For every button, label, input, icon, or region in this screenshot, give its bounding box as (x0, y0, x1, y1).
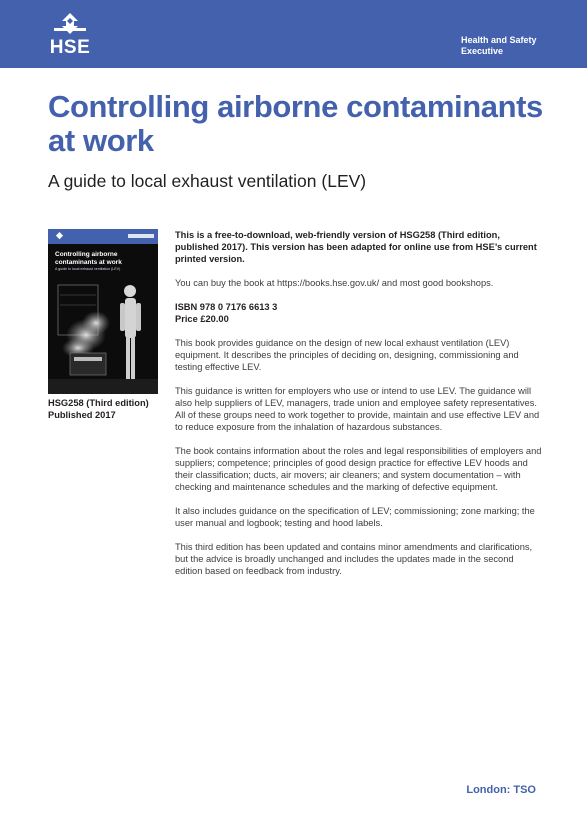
page-subtitle: A guide to local exhaust ventilation (LEV) (48, 171, 367, 191)
cover-caption (48, 397, 158, 421)
isbn-block (175, 301, 543, 325)
isbn-text: ISBN 978 0 7176 6613 3 (175, 302, 278, 312)
cover-logo-icon (55, 232, 64, 241)
header-bar (0, 0, 587, 68)
cover-published: Published 2017 (48, 410, 116, 420)
paragraph-1: This book provides guidance on the design of new local exhaust ventilation (LEV) equipment. It describes the principles of deciding on, designing, commissioning and testing effective LEV. (175, 338, 519, 372)
publisher-footer: London: TSO (466, 784, 536, 796)
paragraph-2: This guidance is written for employers who use or intend to use LEV. The guidance will also help suppliers of LEV, managers, trade union and employee safety representatives. All of these groups need to work together to provide, maintain and use effective LEV and to reduce exposure from the inhalation of hazardous substances. (175, 386, 540, 432)
buy-paragraph: You can buy the book at https://books.hse.gov.uk/ and most good bookshops. (175, 278, 494, 288)
hse-logo (42, 12, 98, 58)
paragraph-3: The book contains information about the roles and legal responsibilities of employers and suppliers; competence; principles of good design practice for effective LEV hoods and their classification; ducts, air movers; air cleaners; and system documentation – with checking and maintenance schedules and the marking of defective equipment. (175, 446, 542, 492)
crown-icon (50, 12, 90, 36)
cover-edition: HSG258 (Third edition) (48, 398, 149, 408)
body-text (175, 229, 543, 589)
book-cover-image (48, 229, 158, 394)
paragraph-5: This third edition has been updated and contains minor amendments and clarifications, but the advice is broadly unchanged and includes the updates made in the second edition based on feedback from industry. (175, 542, 533, 576)
price-text: Price £20.00 (175, 314, 229, 324)
cover-title: Controlling airborne contaminants at work (55, 251, 122, 266)
cover-org-mark (128, 234, 154, 238)
paragraph-4: It also includes guidance on the specification of LEV; commissioning; zone marking; the user manual and logbook; testing and hood labels. (175, 506, 535, 528)
org-name: Health and Safety Executive (461, 35, 537, 56)
cover-illustration (48, 273, 158, 394)
page-title: Controlling airborne contaminants at work (48, 89, 543, 158)
cover-subtitle: A guide to local exhaust ventilation (LEV) (55, 267, 121, 271)
logo-text: HSE (49, 37, 91, 58)
intro-paragraph: This is a free-to-download, web-friendly version of HSG258 (Third edition, published 2017). This version has been adapted for online use from HSE’s current printed version. (175, 230, 537, 264)
cover-header (48, 229, 158, 244)
